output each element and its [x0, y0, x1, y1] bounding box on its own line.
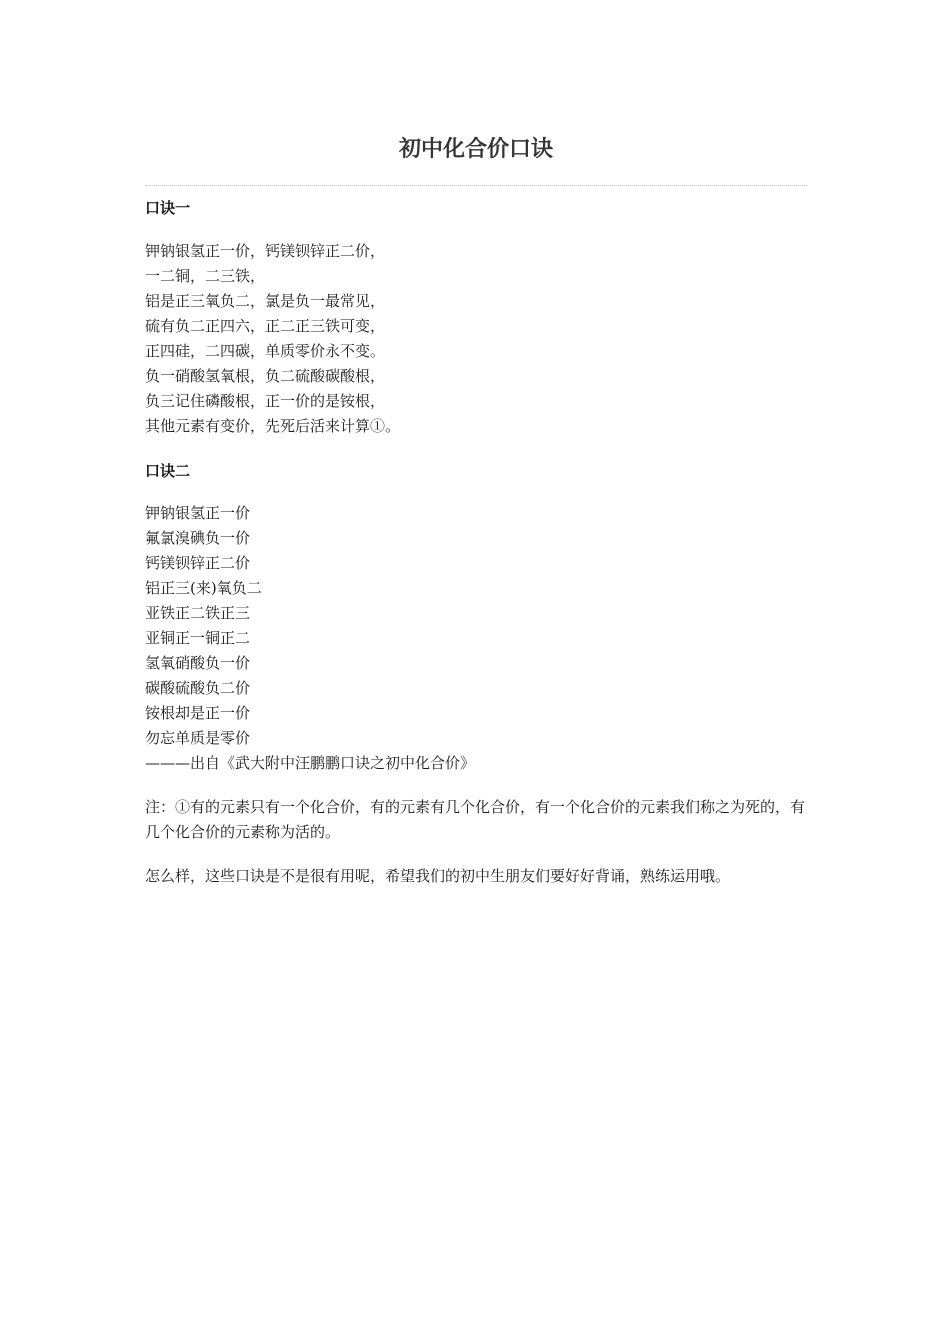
verse-line: 勿忘单质是零价 [145, 729, 251, 747]
footnote-paragraph: 注：①有的元素只有一个化合价，有的元素有几个化合价，有一个化合价的元素我们称之为死的，有几个化合价的元素称为活的。 [145, 798, 806, 841]
verse-line: 钾钠银氢正一价 [145, 504, 251, 522]
verse-line: 铝正三(来)氧负二 [145, 579, 262, 597]
source-attribution: ———出自《武大附中汪鹏鹏口诀之初中化合价》 [145, 754, 476, 772]
verse-line: 正四硅，二四碳，单质零价永不变。 [145, 342, 386, 360]
verse-line: 亚铜正一铜正二 [145, 629, 251, 647]
verse-line: 一二铜，二三铁， [145, 267, 266, 285]
page-title: 初中化合价口诀 [398, 137, 553, 162]
verse-line: 氟氯溴碘负一价 [145, 529, 251, 547]
verse-line: 碳酸硫酸负二价 [145, 679, 251, 697]
section-heading-2: 口诀二 [145, 462, 191, 480]
verse-line: 其他元素有变价，先死后活来计算①。 [145, 417, 401, 435]
verse-line: 铵根却是正一价 [145, 704, 251, 722]
closing-paragraph: 怎么样，这些口诀是不是很有用呢，希望我们的初中生朋友们要好好背诵，熟练运用哦。 [145, 867, 731, 885]
verse-line: 负一硝酸氢氧根，负二硫酸碳酸根， [145, 367, 386, 385]
verse-line: 氢氧硝酸负一价 [145, 654, 251, 672]
verse-line: 亚铁正二铁正三 [145, 604, 251, 622]
verse-line: 铝是正三氧负二，氯是负一最常见， [145, 292, 386, 310]
title-divider [145, 185, 807, 186]
verse-block-1 [145, 239, 807, 439]
verse-line: 负三记住磷酸根，正一价的是铵根， [145, 392, 386, 410]
section-heading-1: 口诀一 [145, 199, 191, 217]
verse-line: 钾钠银氢正一价，钙镁钡锌正二价， [145, 242, 386, 260]
verse-line: 钙镁钡锌正二价 [145, 554, 251, 572]
verse-line: 硫有负二正四六，正二正三铁可变， [145, 317, 386, 335]
verse-block-2 [145, 501, 807, 776]
